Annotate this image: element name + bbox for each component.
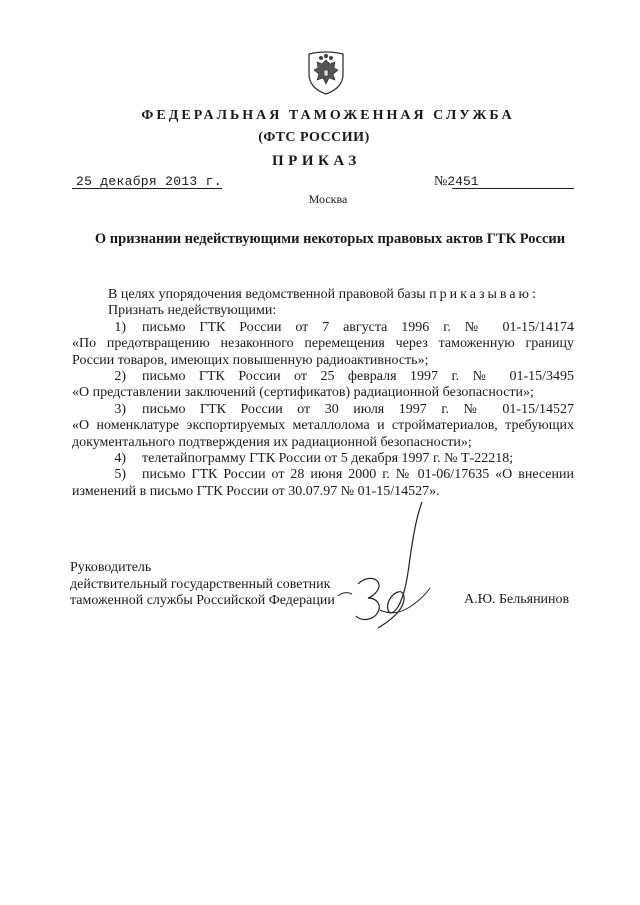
intro-paragraph: В целях упорядочения ведомственной правовой базы приказываю: <box>108 287 539 302</box>
signatory-name: А.Ю. Бельянинов <box>464 592 570 607</box>
list-item: 5) письмо ГТК России от 28 июня 2000 г. № 01-06/17635 «О внесении изменений в письмо ГТК России от 30.07.97 № 01-15/14527». <box>72 467 574 499</box>
number-sign: № <box>434 174 448 189</box>
number-value: 2451 <box>447 174 479 189</box>
document-type: ПРИКАЗ <box>272 153 361 169</box>
date-underline <box>72 188 222 189</box>
recognize-line: Признать недействующими: <box>108 303 277 319</box>
coat-of-arms-emblem <box>305 50 347 96</box>
document-date: 25 декабря 2013 г. <box>76 174 222 189</box>
handwritten-signature <box>318 498 468 648</box>
org-abbreviation: (ФТС РОССИИ) <box>258 130 370 145</box>
order-body <box>72 287 574 500</box>
city: Москва <box>308 192 348 206</box>
org-name: ФЕДЕРАЛЬНАЯ ТАМОЖЕННАЯ СЛУЖБА <box>141 108 515 123</box>
list-item: 2) письмо ГТК России от 25 февраля 1997 г. № 01-15/3495 «О представлении заключений (сертификатов) радиационной безопасности»; <box>72 369 574 401</box>
list-item: 3) письмо ГТК России от 30 июля 1997 г. № 01-15/14527 «О номенклатуре экспортируемых металлолома и стройматериалов, требующих документального подтверждения их радиационной безопасности»; <box>72 401 574 450</box>
signatory-position: Руководитель действительный государственный советник таможенной службы Российской Федерации <box>70 560 335 608</box>
document-subject: О признании недействующими некоторых правовых актов ГТК России <box>94 231 566 247</box>
command-word: приказываю: <box>429 287 539 302</box>
list-item: 1) письмо ГТК России от 7 августа 1996 г. № 01-15/14174 «По предотвращению незаконного перемещения через таможенную границу России товаров, имеющих повышенную радиоактивность»; <box>72 319 574 368</box>
list-item: 4) телетайпограмму ГТК России от 5 декабря 1997 г. № Т-22218; <box>114 451 514 467</box>
number-underline <box>452 188 574 189</box>
